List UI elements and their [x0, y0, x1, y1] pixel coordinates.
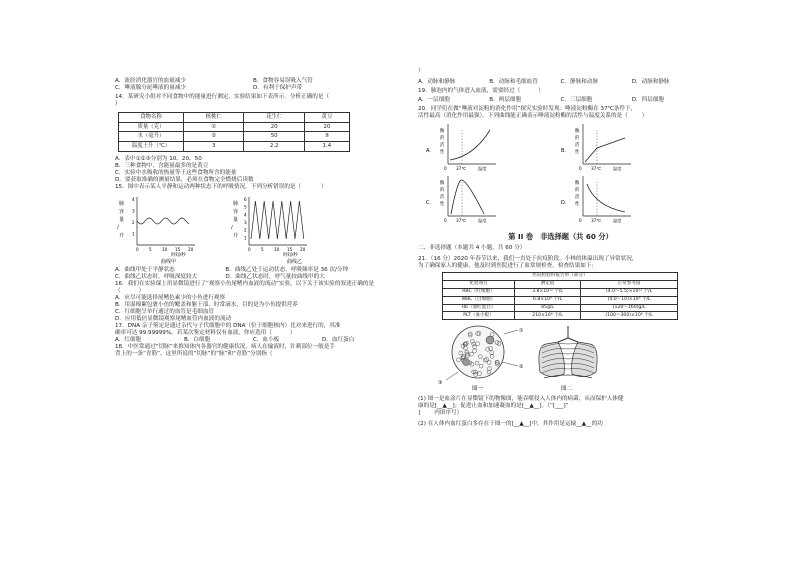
q16-stem-text: 16．我们在实验课上用显微镜进行了“观察小鱼尾鳍内血液的流动”实验，以下关于该实验的叙述正确的是（: [115, 280, 375, 294]
y-tick-label: 1: [244, 235, 247, 241]
enzyme-graph-group: [426, 124, 631, 224]
table-cell: ①: [184, 122, 244, 132]
y-tick-label: 4: [132, 196, 135, 202]
y-tick-label: 3: [244, 219, 247, 225]
graph-letter: C．: [426, 199, 435, 206]
blood-figures: [418, 322, 703, 394]
graph-ylabel-char: 性: [440, 201, 445, 207]
graph-ylabel-char: 性: [440, 149, 445, 155]
q18-stem-line2: 背上的一条“青筋”。这里所说的“切脉”的“脉”和“青筋”分别指（: [115, 350, 273, 357]
graph-ylabel-char: 的: [440, 135, 445, 141]
breathing-charts-svg: [115, 193, 391, 267]
label-2: ②: [519, 364, 524, 371]
graph-ylabel-char: 酶: [575, 128, 580, 134]
chart-jia-ylabel-5: 升: [119, 232, 125, 239]
fig2-caption: 图二: [561, 386, 573, 393]
y-tick-label: 3: [132, 208, 135, 214]
blood-table-caption: 医院检验科报告单（部分）: [443, 272, 678, 280]
chart-jia: [117, 197, 195, 265]
enzyme-graph-b[interactable]: [561, 124, 631, 172]
q15-stem-text: 15．图中表示某人平静和运动两种状态下的呼吸情况，下列分析错误的是（: [115, 183, 302, 190]
graph-xlabel: 温度: [613, 165, 622, 171]
table-row: [119, 132, 350, 142]
q18-option-b[interactable]: B．动脉和毛细血管: [489, 78, 538, 85]
table-cell: Hb（血红蛋白）: [443, 304, 515, 312]
q21-1-line1: (1) 图一是血涂片在显微镜下的物像图，能吞噬侵入人体内的病菌，从而保护人体健: [418, 396, 624, 403]
x-tick-label: 15: [287, 246, 293, 252]
graph-origin: 0: [579, 217, 582, 223]
table-cell: 3.8×10¹² 个/L: [514, 288, 580, 296]
q16-option-d[interactable]: D．应用低倍显微镜观察尾鳍血管内血液的流动: [115, 315, 232, 322]
table-cell: 20: [244, 122, 304, 132]
x-tick-label: 5: [149, 246, 152, 252]
q14-option-a[interactable]: A．表中①②③分别为 10、20、50: [115, 155, 202, 162]
label-3: ③: [438, 380, 443, 387]
q15-option-c[interactable]: C．曲线乙状态时，呼吸深度较大: [115, 273, 198, 280]
graph-origin: 0: [444, 165, 447, 171]
chart-yi-caption: 曲线乙: [287, 258, 303, 265]
table-cell: (4.0～10)×10⁹ 个/L: [581, 296, 678, 304]
x-tick-label: 15: [175, 246, 181, 252]
q21-1-tail: ]: [418, 410, 421, 417]
q17-stem-line2: [115, 330, 391, 337]
table-cell: (120～160)g/L: [581, 304, 678, 312]
table-cell: (100～300)×10⁹ 个/L: [581, 312, 678, 320]
q17-option-b[interactable]: B．白细胞: [184, 336, 211, 343]
q20-stem-text: 活性最高（消化作用最强）。下列曲线能正确表示唾液淀粉酶的活性与温度关系的是（: [418, 112, 628, 119]
white-blood-cell: [486, 336, 494, 344]
chart-jia-ylabel-4: /: [117, 224, 119, 231]
blood-test-table: [442, 272, 678, 321]
graph-ylabel-char: 性: [575, 201, 580, 207]
graph-curve: [587, 184, 625, 212]
table-row: [443, 288, 678, 296]
table-cell: (4.0～5.5)×10¹² 个/L: [581, 288, 678, 296]
blood-smear-figure: [438, 326, 524, 392]
q21-1-line2: 康的是[__▲__]；促进止血和加速凝血的是[__▲__]。（“[___]”: [418, 403, 569, 410]
q16-option-c[interactable]: C．红细胞呈单行通过的血管是毛细血管: [115, 308, 215, 315]
table-row: [443, 304, 678, 312]
blood-table-header: 测定值: [514, 280, 580, 288]
graph-ylabel-char: 活: [440, 194, 445, 200]
table-header-cell: 食物名称: [119, 112, 184, 122]
table-cell: 3: [184, 142, 244, 152]
table-cell: ②: [184, 132, 244, 142]
q17-option-c[interactable]: C．血小板: [253, 336, 280, 343]
q18-options: [418, 79, 703, 86]
fig1-caption: 图一: [472, 386, 484, 393]
blood-smear-circle: [452, 326, 504, 378]
label-line-2: [502, 362, 518, 366]
graph-ylabel-char: 性: [575, 149, 580, 155]
graph-ylabel-char: 活: [575, 142, 580, 148]
table-cell: 210×10⁹ 个/L: [514, 312, 580, 320]
q14-option-c[interactable]: C．实验中水吸收的热量等于这些食物所含的能量: [115, 169, 237, 176]
graph-ylabel-char: 酶: [440, 180, 445, 186]
label-line-1: [504, 330, 518, 334]
right-lung-icon: [572, 342, 598, 377]
y-tick-label: 2: [132, 219, 135, 225]
q19-stem-text: 19．肺泡内的气体进入血液，需要经过（: [418, 87, 521, 94]
table-cell: 水（毫升）: [119, 132, 184, 142]
q18-option-d[interactable]: D．动脉和静脉: [631, 78, 670, 85]
food-energy-table: [118, 112, 350, 152]
graph-letter: B．: [561, 147, 570, 154]
q16-option-a[interactable]: A．应尽可能选择尾鳍色素少的小鱼进行观察: [115, 294, 226, 301]
x-axis-label: 时间/秒: [283, 252, 298, 258]
q15-options: [115, 267, 391, 281]
right-column: [418, 68, 703, 428]
breathing-charts: [115, 193, 391, 267]
q17-option-a[interactable]: A．红细胞: [115, 336, 142, 343]
enzyme-graph-d[interactable]: [561, 176, 631, 224]
table-cell: 质量（克）: [119, 122, 184, 132]
graph-xmark: 37℃: [456, 165, 467, 171]
graph-ylabel-char: 的: [575, 135, 580, 141]
table-cell: 85g/L: [514, 304, 580, 312]
q18-stem-line1: 18．中医常通过“切脉”来推知体内各器官的健康状况。病人在输液时，针刺部位一般是手: [115, 343, 335, 350]
graph-xlabel: 温度: [478, 165, 487, 171]
table-header-cell: 花生仁: [244, 112, 304, 122]
chart-jia-ylabel-2: 容: [119, 208, 125, 215]
graph-letter: D．: [561, 199, 570, 206]
graph-ylabel-char: 的: [575, 187, 580, 193]
table-row: [119, 142, 350, 152]
x-tick-label: 0: [248, 246, 251, 252]
q16-stem-line1: [115, 281, 391, 295]
blood-table-header: 化验项目: [443, 280, 515, 288]
q17-stem-line1: 17．DNA 亲子鉴定是通过亲代与子代细胞中的 DNA（位于细胞核内）比对来进行的，其准: [115, 322, 341, 329]
q14-stem: [115, 94, 391, 101]
q16-options: [115, 295, 391, 323]
y-tick-label: 2: [244, 227, 247, 233]
x-tick-label: 20: [300, 246, 306, 252]
table-row: [119, 122, 350, 132]
y-tick-label: 6: [244, 196, 247, 202]
q15-stem: [115, 184, 391, 191]
enzyme-graph-c[interactable]: [426, 176, 496, 224]
table-header-cell: 黄豆: [304, 112, 349, 122]
left-lung-icon: [539, 342, 565, 377]
graph-curve: [450, 130, 490, 160]
q17-options: [115, 337, 391, 344]
chart-yi-ylabel-1: 肺: [233, 200, 239, 207]
q14-options: [115, 156, 391, 184]
table-cell: 50: [244, 132, 304, 142]
chart-jia-caption: 曲线甲: [161, 258, 177, 265]
q19-option-a[interactable]: A．一层细胞: [418, 96, 450, 103]
q17-option-d[interactable]: D．血红蛋白: [322, 336, 355, 343]
q14-option-d[interactable]: D．要获取准确的测量结果，必须在食物完全燃烧后读数: [115, 176, 254, 183]
q15-stem-end: ）: [321, 183, 327, 190]
table-row: [443, 296, 678, 304]
blood-table-caption-row: [443, 272, 678, 280]
table-cell: 温度上升（℃）: [119, 142, 184, 152]
graph-xlabel: 温度: [613, 217, 622, 223]
table-cell: 1.4: [304, 142, 349, 152]
table-row: [443, 312, 678, 320]
q16-option-b[interactable]: B．用湿棉絮包裹小鱼的鳃盖和躯干部，时常滴水，目的是为小鱼提供营养: [115, 301, 298, 308]
q21-2-line: (2) 在人体内血红蛋白多存在于图一的[__▲__]中，其作用是运输__▲__的功: [418, 421, 603, 428]
q15-option-d[interactable]: D．曲线乙状态时，呼气量较曲线甲的大: [225, 273, 325, 280]
graph-letter: A．: [426, 147, 435, 154]
chart-yi-ylabel-4: /: [231, 224, 233, 231]
enzyme-graph-a[interactable]: [426, 124, 496, 172]
q14-option-b[interactable]: B．三种食物中，含能量最多的是黄豆: [115, 162, 209, 169]
section-title: 第 II 卷 非选择题（共 60 分）: [508, 231, 613, 241]
q17-stem-text: 确率可达 99.99999%。若某次鉴定材料仅有血液，你应选用（: [115, 329, 272, 336]
table-cell: 2.2: [244, 142, 304, 152]
table-header-row: [119, 112, 350, 122]
chart-jia-ylabel-1: 肺: [119, 200, 125, 207]
graph-curve: [451, 180, 484, 214]
lung-figure: [539, 326, 597, 392]
table-header-cell: 核桃仁: [184, 112, 244, 122]
q20-stem-line2: [418, 113, 703, 120]
x-tick-label: 20: [188, 246, 194, 252]
q18-option-c[interactable]: C．静脉和动脉: [560, 78, 598, 85]
q21-1-line3-text: 内填序号）: [434, 410, 463, 417]
y-tick-label: 4: [244, 212, 247, 218]
q20-stem-end: ）: [641, 112, 648, 119]
q21-1-line3: [418, 410, 703, 417]
graph-ylabel-char: 的: [440, 187, 445, 193]
blood-table-header: 正常参考值: [581, 280, 678, 288]
q13-option-c[interactable]: C．唾液腺分泌唾液的量减少: [115, 84, 187, 91]
q19-option-d[interactable]: D．四层细胞: [631, 96, 665, 103]
q18-option-a[interactable]: A．动脉和静脉: [418, 78, 456, 85]
graph-xmark: 37℃: [591, 217, 602, 223]
q13-option-d[interactable]: D．有利于保护声带: [253, 84, 303, 91]
chart-yi-ylabel-2: 容: [233, 208, 239, 215]
label-1: ①: [519, 328, 524, 335]
x-tick-label: 10: [162, 246, 168, 252]
q19-options: [418, 97, 703, 104]
q17-stem-end: ）: [289, 329, 296, 336]
graph-ylabel-char: 活: [440, 142, 445, 148]
chart-jia-curve: [137, 218, 189, 224]
chart-yi-curve: [251, 201, 304, 239]
chart-yi: [231, 197, 307, 265]
enzyme-graphs: [418, 120, 703, 230]
label-line-3: [446, 372, 458, 380]
chart-yi-ylabel-3: 量: [233, 216, 239, 223]
chart-jia-ylabel-3: 量: [119, 216, 125, 223]
q19-option-c[interactable]: C．三层细胞: [560, 96, 593, 103]
q13-option-a[interactable]: A．流经消化器官的血量减少: [115, 78, 186, 84]
q19-stem-end: ）: [538, 87, 544, 94]
q21-stem-line1: 21．（16 分）2020 年春节以来，我们一直处于抗疫阶段，小林的体温出现了异常状况，: [418, 255, 638, 262]
graph-curve: [585, 138, 625, 162]
trachea-icon: [558, 326, 578, 342]
graph-xmark: 37℃: [591, 165, 602, 171]
q20-stem-line1: 20．同学们在做“唾液对淀粉的消化作用”探究实验时发现：唾液淀粉酶在 37℃条件下，: [418, 105, 637, 112]
graph-origin: 0: [579, 165, 582, 171]
chart-yi-ylabel-5: 升: [233, 232, 239, 239]
q13-options: [115, 78, 391, 92]
table-cell: 20: [304, 122, 349, 132]
section-subtitle: 二、非选择题（本题共 4 小题，共 60 分）: [418, 244, 526, 251]
q16-stem-end: ）: [138, 287, 145, 294]
q19-stem: [418, 88, 703, 95]
graph-ylabel-char: 酶: [440, 128, 445, 134]
blood-table-header-row: [443, 280, 678, 288]
y-tick-label: 1: [132, 231, 135, 237]
table-cell: 6.8×10⁹ 个/L: [514, 296, 580, 304]
q15-option-b[interactable]: B．曲线乙处于运动状态，呼吸频率是 36 次/分钟: [225, 266, 349, 273]
q21-stem-line2: 为了确保家人的健康，他及时到医院进行了血常规检查，检查结果如下：: [418, 262, 598, 269]
q14-stem-end: ）: [115, 100, 121, 107]
y-tick-label: 5: [244, 204, 247, 210]
x-tick-label: 5: [261, 246, 264, 252]
chart-jia-ticks: [132, 197, 194, 258]
left-column: [115, 68, 391, 358]
q19-option-b[interactable]: B．两层细胞: [489, 96, 522, 103]
graph-xlabel: 温度: [478, 217, 487, 223]
table-cell: PLT（血小板）: [443, 312, 515, 320]
x-tick-label: 10: [274, 246, 280, 252]
table-cell: WBC（白细胞）: [443, 296, 515, 304]
x-tick-label: 0: [136, 246, 139, 252]
q15-option-a[interactable]: A．曲线甲处于平静状态: [115, 266, 175, 273]
q13-option-b[interactable]: B．食物容易误吸入气管: [253, 78, 313, 84]
x-axis-label: 时间/秒: [171, 252, 186, 258]
q14-stem-text: 14．某研究小组对不同食物中的能量进行测定，实验结果如下表所示。分析正确的是（: [115, 93, 330, 100]
graph-xmark: 37℃: [456, 217, 467, 223]
graph-ylabel-char: 酶: [575, 180, 580, 186]
table-cell: ③: [304, 132, 349, 142]
graph-ylabel-char: 活: [575, 194, 580, 200]
table-cell: RBC（红细胞）: [443, 288, 515, 296]
graph-origin: 0: [444, 217, 447, 223]
white-blood-cell: [463, 359, 470, 366]
q18-stem-end: ）: [418, 68, 424, 74]
